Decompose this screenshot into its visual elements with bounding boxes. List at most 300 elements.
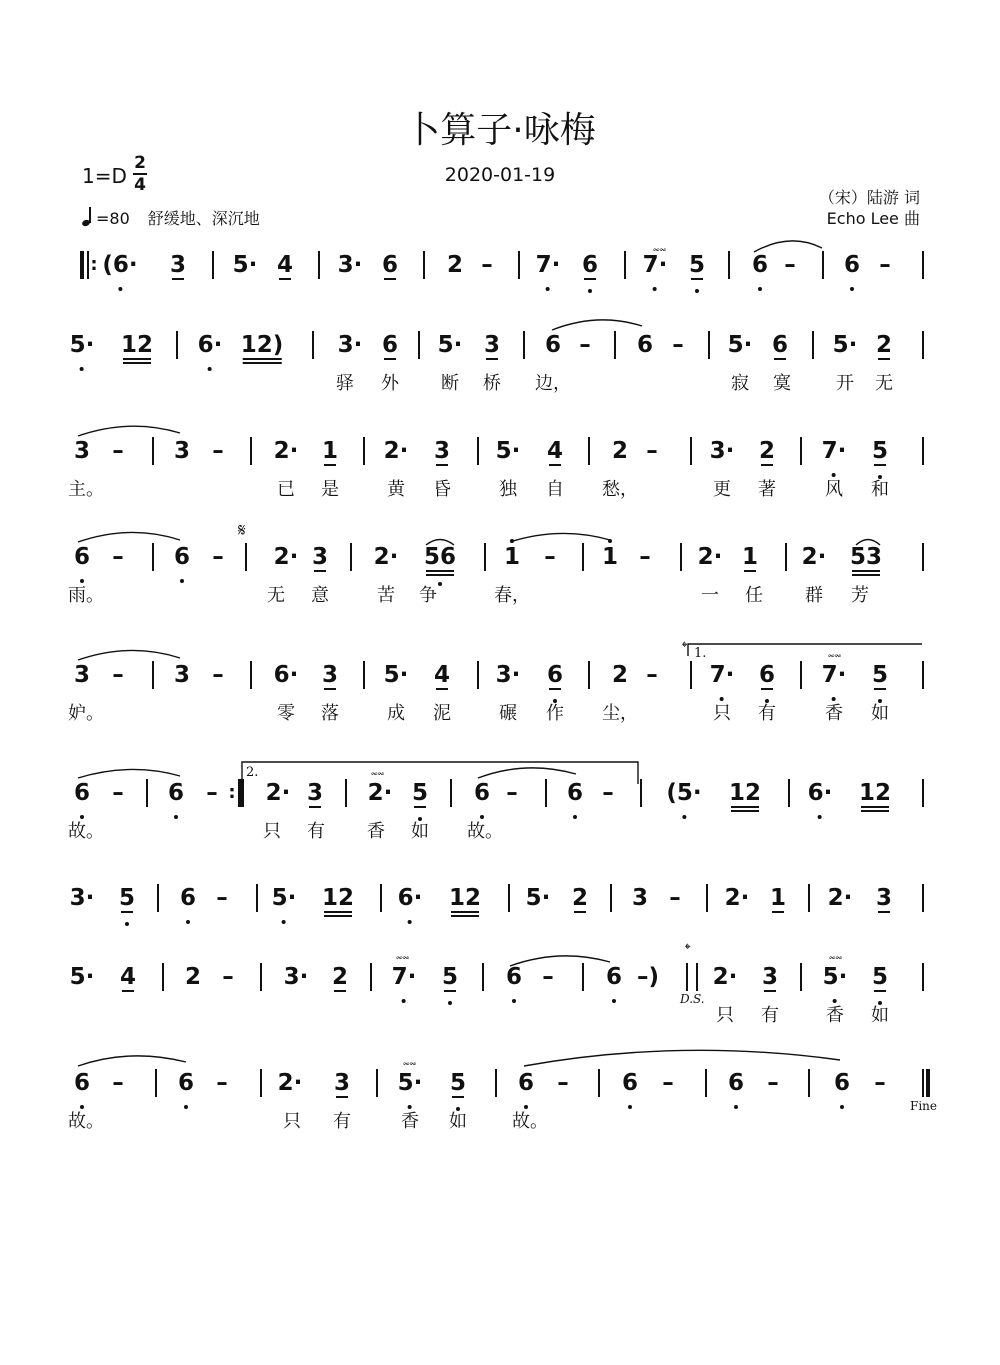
- barline: [705, 1069, 707, 1097]
- note: 2·: [383, 438, 409, 464]
- note: 3: [173, 438, 191, 464]
- trill-mark: 𝆗𝆗: [396, 949, 410, 963]
- barline: [690, 437, 692, 465]
- note: 6: [752, 245, 768, 285]
- note: 6: [178, 1063, 194, 1103]
- barline: [822, 251, 824, 279]
- composer-credit: Echo Lee 曲: [826, 209, 920, 228]
- note: 53: [850, 537, 882, 577]
- lyric-syllable: 只: [263, 821, 281, 842]
- note: 3: [875, 885, 893, 911]
- coda-icon: 𝄌: [682, 638, 688, 656]
- barline: [162, 963, 164, 991]
- barline: [484, 543, 486, 571]
- barline: [922, 884, 924, 912]
- lyric-syllable: 寂: [731, 373, 749, 394]
- lyric-syllable: 著: [758, 479, 776, 500]
- dash-note: –: [672, 332, 684, 358]
- note: 56: [424, 537, 456, 577]
- note: 2: [331, 964, 349, 990]
- lyric-syllable: 雨。: [68, 585, 104, 606]
- note: 2·: [273, 438, 299, 464]
- repeat-dots: :: [90, 254, 98, 275]
- note: 3: [173, 662, 191, 688]
- score-system: [0, 1063, 1000, 1103]
- note: 5: [872, 655, 888, 695]
- note: 5·: [383, 662, 409, 688]
- barline: [800, 437, 802, 465]
- note: 1: [321, 438, 339, 464]
- lyric-syllable: 如: [871, 703, 889, 724]
- barline: [256, 884, 258, 912]
- note: 6: [174, 537, 190, 577]
- barline: [380, 884, 382, 912]
- note: 3: [169, 252, 187, 278]
- note: 3·: [495, 662, 521, 688]
- lyric-syllable: 昏: [433, 479, 451, 500]
- dash-note: –: [481, 252, 493, 278]
- note: 12: [729, 773, 761, 813]
- barline: [518, 251, 520, 279]
- note: 3: [333, 1070, 351, 1096]
- barline: [922, 963, 924, 991]
- lyric-syllable: 香: [401, 1111, 419, 1132]
- lyric-syllable: 驿: [336, 373, 354, 394]
- note: 7·: [536, 245, 561, 285]
- barline: [614, 331, 616, 359]
- dash-note: –: [879, 252, 891, 278]
- note: 5·: [232, 252, 258, 278]
- dash-note: –: [216, 1070, 228, 1096]
- note: 3·: [69, 885, 95, 911]
- note: 6: [518, 1063, 534, 1103]
- expression-text: 舒缓地、深沉地: [147, 209, 260, 228]
- barline: [922, 661, 924, 689]
- lyric-syllable: 香: [825, 703, 843, 724]
- repeat-start-barline: [80, 251, 84, 279]
- lyric-syllable: 成: [387, 703, 405, 724]
- note: 6: [728, 1063, 744, 1103]
- trill-mark: 𝆗𝆗: [653, 241, 667, 255]
- lyric-syllable: 只: [283, 1111, 301, 1132]
- note: 2·: [724, 885, 750, 911]
- note: 6: [381, 332, 399, 358]
- note: 3: [631, 885, 649, 911]
- barline: [176, 331, 178, 359]
- lyric-syllable: 黄: [387, 479, 405, 500]
- note: 6: [381, 252, 399, 278]
- note: (6·: [102, 245, 137, 285]
- note: 6: [567, 773, 583, 813]
- barline: [152, 661, 154, 689]
- trill-mark: 𝆗𝆗: [371, 765, 385, 779]
- key-signature: 1=D: [82, 164, 127, 188]
- note: 2: [446, 252, 464, 278]
- note: 2·: [277, 1070, 303, 1096]
- credits: [819, 187, 920, 229]
- note: 2: [875, 332, 893, 358]
- barline: [318, 251, 320, 279]
- note: 1: [769, 885, 787, 911]
- note: 5·: [823, 957, 848, 997]
- note: 6: [168, 773, 184, 813]
- barline: [922, 779, 924, 807]
- lyric-syllable: 开: [836, 373, 854, 394]
- lyric-syllable: 有: [333, 1111, 351, 1132]
- barline: [418, 331, 420, 359]
- barline: [508, 884, 510, 912]
- lyricist-credit: （宋）陆游 词: [818, 188, 920, 207]
- barline: [260, 963, 262, 991]
- barline: [588, 661, 590, 689]
- barline: [250, 437, 252, 465]
- note: 12: [449, 878, 481, 918]
- barline: [812, 331, 814, 359]
- barline: [588, 437, 590, 465]
- note: 6: [474, 773, 490, 813]
- lyric-syllable: 泥: [433, 703, 451, 724]
- lyric-line: [0, 479, 1000, 503]
- note: 3: [321, 662, 339, 688]
- note: 3: [761, 964, 779, 990]
- dash-note: –: [112, 1070, 124, 1096]
- volta-1-label: 1.: [694, 646, 707, 661]
- repeat-start-barline-thin: [87, 251, 89, 279]
- barline: [212, 251, 214, 279]
- barline: [495, 1069, 497, 1097]
- dash-note: –: [784, 252, 796, 278]
- barline: [640, 779, 642, 807]
- volta-2-label: 2.: [246, 765, 259, 780]
- barline: [482, 963, 484, 991]
- barline: [152, 437, 154, 465]
- note: 2: [611, 438, 629, 464]
- note: 12: [121, 325, 153, 365]
- barline: [808, 884, 810, 912]
- note: 6: [636, 332, 654, 358]
- score-system: [0, 325, 1000, 365]
- dash-note: –: [646, 438, 658, 464]
- note: 1: [504, 537, 520, 577]
- barline: [582, 543, 584, 571]
- note: 6: [74, 537, 90, 577]
- note: 5·: [525, 885, 551, 911]
- note: 5: [872, 431, 888, 471]
- lyric-line: [0, 585, 1000, 609]
- barline: [690, 661, 692, 689]
- note: 6: [771, 332, 789, 358]
- barline: [598, 1069, 600, 1097]
- note: 2·: [801, 544, 827, 570]
- note: 5: [872, 957, 888, 997]
- barline: [450, 779, 452, 807]
- barline: [610, 884, 612, 912]
- ds-label: D.S.: [680, 992, 705, 1006]
- barline: [922, 331, 924, 359]
- dash-note: –: [206, 780, 218, 806]
- lyric-syllable: 只: [716, 1005, 734, 1026]
- lyric-syllable: 风: [825, 479, 843, 500]
- barline: [788, 779, 790, 807]
- barline: [260, 1069, 262, 1097]
- barline: [477, 437, 479, 465]
- dash-note: –): [636, 964, 660, 990]
- note: 5·: [495, 438, 521, 464]
- dash-note: –: [602, 780, 614, 806]
- trill-mark: 𝆗𝆗: [403, 1055, 417, 1069]
- barline: [728, 251, 730, 279]
- lyric-syllable: 芳: [851, 585, 869, 606]
- score-system: [0, 878, 1000, 918]
- dash-note: –: [874, 1070, 886, 1096]
- dash-note: –: [212, 544, 224, 570]
- barline: [808, 1069, 810, 1097]
- tempo-marking: [82, 206, 260, 229]
- lyric-syllable: 独: [499, 479, 517, 500]
- note: 5·: [69, 964, 95, 990]
- dash-note: –: [557, 1070, 569, 1096]
- dash-note: –: [506, 780, 518, 806]
- dash-note: –: [542, 964, 554, 990]
- note: 2: [611, 662, 629, 688]
- note: 7·: [822, 431, 847, 471]
- note: 5: [412, 773, 428, 813]
- note: 3: [73, 662, 91, 688]
- dash-note: –: [662, 1070, 674, 1096]
- lyric-syllable: 如: [449, 1111, 467, 1132]
- note: 6: [506, 957, 522, 997]
- note: 2·: [373, 544, 399, 570]
- barline: [345, 779, 347, 807]
- note: 5·: [727, 332, 753, 358]
- barline: [680, 543, 682, 571]
- note: 3·: [337, 252, 363, 278]
- note: 5: [450, 1063, 466, 1103]
- note: 7·: [710, 655, 735, 695]
- note: 5: [689, 245, 705, 285]
- lyric-syllable: 尘，: [602, 703, 638, 724]
- barline: [708, 331, 710, 359]
- note: 12): [241, 325, 284, 365]
- note: 1: [741, 544, 759, 570]
- barline: [922, 251, 924, 279]
- score-system: [0, 537, 1000, 577]
- repeat-end-barline: [238, 779, 242, 807]
- note: 3: [483, 332, 501, 358]
- note: 3: [306, 780, 324, 806]
- note: 5·: [272, 878, 297, 918]
- trill-mark: 𝆗𝆗: [828, 647, 842, 661]
- barline: [157, 884, 159, 912]
- lyric-syllable: 有: [758, 703, 776, 724]
- lyric-syllable: 断: [441, 373, 459, 394]
- note: 6·: [198, 325, 223, 365]
- barline: [370, 963, 372, 991]
- note: 2·: [697, 544, 723, 570]
- note: 7·: [643, 245, 668, 285]
- song-title: 卜算子·咏梅: [404, 110, 596, 151]
- dash-note: –: [112, 662, 124, 688]
- repeat-dots: :: [228, 782, 236, 803]
- barline: [800, 963, 802, 991]
- lyric-syllable: 碾: [499, 703, 517, 724]
- note: 4: [546, 438, 564, 464]
- lyric-syllable: 故。: [68, 821, 104, 842]
- note: 7·: [822, 655, 847, 695]
- lyric-syllable: 愁，: [602, 479, 638, 500]
- note: 2: [184, 964, 202, 990]
- lyric-syllable: 无: [267, 585, 285, 606]
- note: 6·: [398, 878, 423, 918]
- note: 12: [322, 878, 354, 918]
- lyric-syllable: 桥: [483, 373, 501, 394]
- note: 5: [119, 878, 135, 918]
- note: 6: [544, 332, 562, 358]
- barline: [545, 779, 547, 807]
- note: 2: [758, 438, 776, 464]
- lyric-syllable: 故。: [68, 1111, 104, 1132]
- barline: [706, 884, 708, 912]
- barline: [800, 661, 802, 689]
- note: 2: [571, 885, 589, 911]
- note: 2·: [273, 544, 299, 570]
- lyric-syllable: 作: [546, 703, 564, 724]
- lyric-syllable: 只: [713, 703, 731, 724]
- dash-note: –: [216, 885, 228, 911]
- note: 2·: [712, 964, 738, 990]
- barline: [312, 331, 314, 359]
- coda-icon: 𝄌: [685, 940, 691, 958]
- barline: [245, 543, 247, 571]
- note: 3: [73, 438, 91, 464]
- barline: [624, 251, 626, 279]
- lyric-syllable: 香: [826, 1005, 844, 1026]
- barline: [477, 661, 479, 689]
- barline: [250, 661, 252, 689]
- lyric-syllable: 如: [411, 821, 429, 842]
- note: 6: [606, 957, 622, 997]
- dash-note: –: [112, 780, 124, 806]
- lyric-syllable: 是: [321, 479, 339, 500]
- barline: [582, 963, 584, 991]
- barline: [922, 543, 924, 571]
- dash-note: –: [579, 332, 591, 358]
- note: 6: [844, 245, 860, 285]
- lyric-syllable: 和: [871, 479, 889, 500]
- dash-note: –: [112, 438, 124, 464]
- note: 2·: [827, 885, 853, 911]
- lyric-syllable: 春，: [494, 585, 530, 606]
- note: 3: [311, 544, 329, 570]
- note: 6: [759, 655, 775, 695]
- note: 2·: [265, 780, 291, 806]
- note: 12: [859, 773, 891, 813]
- barline: [922, 437, 924, 465]
- dash-note: –: [212, 438, 224, 464]
- lyric-syllable: 一: [701, 585, 719, 606]
- lyric-syllable: 有: [307, 821, 325, 842]
- lyric-syllable: 妒。: [68, 703, 104, 724]
- barline: [523, 331, 525, 359]
- score-system: [0, 431, 1000, 471]
- note: 3: [433, 438, 451, 464]
- note: 5·: [398, 1063, 423, 1103]
- lyric-syllable: 有: [761, 1005, 779, 1026]
- lyric-syllable: 香: [367, 821, 385, 842]
- lyric-syllable: 边，: [535, 373, 571, 394]
- barline: [152, 543, 154, 571]
- lyric-syllable: 落: [321, 703, 339, 724]
- lyric-syllable: 苦: [377, 585, 395, 606]
- lyric-line: [0, 1005, 1000, 1029]
- lyric-syllable: 争: [419, 585, 437, 606]
- note: 4: [433, 662, 451, 688]
- note: 2·: [367, 780, 393, 806]
- barline: [423, 251, 425, 279]
- barline: [922, 1069, 924, 1097]
- lyric-syllable: 故。: [467, 821, 503, 842]
- dash-note: –: [646, 662, 658, 688]
- barline: [686, 963, 688, 991]
- score-system: [0, 773, 1000, 813]
- note: 3·: [709, 438, 735, 464]
- note: 7·: [392, 957, 417, 997]
- barline: [155, 1069, 157, 1097]
- dash-note: –: [112, 544, 124, 570]
- barline: [363, 661, 365, 689]
- lyric-syllable: 自: [546, 479, 564, 500]
- note: 4: [119, 964, 137, 990]
- note: 6: [180, 878, 196, 918]
- lyric-syllable: 如: [871, 1005, 889, 1026]
- fine-label: Fine: [910, 1099, 937, 1113]
- lyric-syllable: 已: [277, 479, 295, 500]
- barline: [376, 1069, 378, 1097]
- quarter-note-icon: [82, 208, 92, 226]
- double-barline: [696, 963, 698, 991]
- note: (5·: [666, 773, 701, 813]
- lyric-syllable: 任: [745, 585, 763, 606]
- note: 6: [74, 1063, 90, 1103]
- note: 5·: [832, 332, 858, 358]
- lyric-syllable: 寞: [773, 373, 791, 394]
- lyric-line: [0, 821, 1000, 845]
- trill-mark: 𝆗𝆗: [829, 949, 843, 963]
- score-system: [0, 245, 1000, 285]
- final-barline: [926, 1069, 930, 1097]
- segno-icon: 𝄋: [238, 520, 246, 541]
- lyric-syllable: 零: [277, 703, 295, 724]
- lyric-syllable: 故。: [512, 1111, 548, 1132]
- lyric-syllable: 意: [311, 585, 329, 606]
- score-system: [0, 957, 1000, 997]
- time-signature: [133, 153, 147, 195]
- dash-note: –: [669, 885, 681, 911]
- lyric-syllable: 外: [381, 373, 399, 394]
- note: 6·: [273, 662, 299, 688]
- dash-note: –: [222, 964, 234, 990]
- barline: [363, 437, 365, 465]
- score-system: [0, 655, 1000, 695]
- time-signature-top: 2: [134, 153, 146, 173]
- note: 6·: [808, 773, 833, 813]
- note: 6: [74, 773, 90, 813]
- note: 6: [582, 245, 598, 285]
- lyric-syllable: 无: [875, 373, 893, 394]
- lyric-line: [0, 703, 1000, 727]
- lyric-syllable: 群: [805, 585, 823, 606]
- note: 5·: [437, 332, 463, 358]
